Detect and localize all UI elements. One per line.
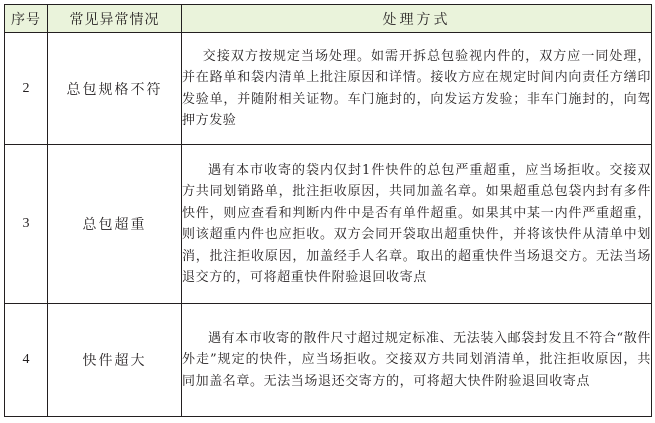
- header-situation: 常见异常情况: [48, 5, 182, 33]
- row-index: 3: [5, 145, 48, 304]
- table-header-row: [5, 5, 652, 33]
- row-method-text: 遇有本市收寄的袋内仅封1件快件的总包严重超重，应当场拒收。交接双方共同划销路单，批注拒收原因，共同加盖名章。如果超重总包袋内封有多件快件，则应查看和判断内件中是否有单件超重。如果其中某一内件严重超重，则该超重内件也应拒收。双方会同开袋取出超重快件，并将该快件从清单中划消，批注拒收原因，加盖经手人名章。取出的超重快件当场退交方。无法当场退交方的，可将超重快件附验退回收寄点: [182, 162, 651, 285]
- row-situation: 快件超大: [48, 304, 182, 417]
- row-method: [182, 304, 652, 417]
- row-index: 2: [5, 33, 48, 145]
- row-situation: 总包规格不符: [48, 33, 182, 145]
- row-method-text: 遇有本市收寄的散件尺寸超过规定标准、无法装入邮袋封发且不符合“散件外走”规定的快件，应当场拒收。交接双方共同划消清单，批注拒收原因，共同加盖名章。无法当场退还交寄方的，可将超大快件附验退回收寄点: [182, 330, 651, 389]
- row-index: 4: [5, 304, 48, 417]
- table-row: [5, 145, 652, 304]
- exception-handling-table: [4, 4, 652, 417]
- row-method-text: 交接双方按规定当场处理。如需开拆总包验视内件的，双方应一同处理，并在路单和袋内清单上批注原因和详情。接收方应在规定时间内向责任方缮印发验单，并随附相关证物。车门施封的，向发运方发验；非车门施封的，向驾押方发验: [182, 48, 651, 128]
- table-row: [5, 304, 652, 417]
- table-row: [5, 33, 652, 145]
- table-container: [4, 4, 651, 419]
- row-method: [182, 145, 652, 304]
- row-situation: 总包超重: [48, 145, 182, 304]
- row-method: [182, 33, 652, 145]
- header-method: 处理方式: [182, 5, 652, 33]
- header-index: 序号: [5, 5, 48, 33]
